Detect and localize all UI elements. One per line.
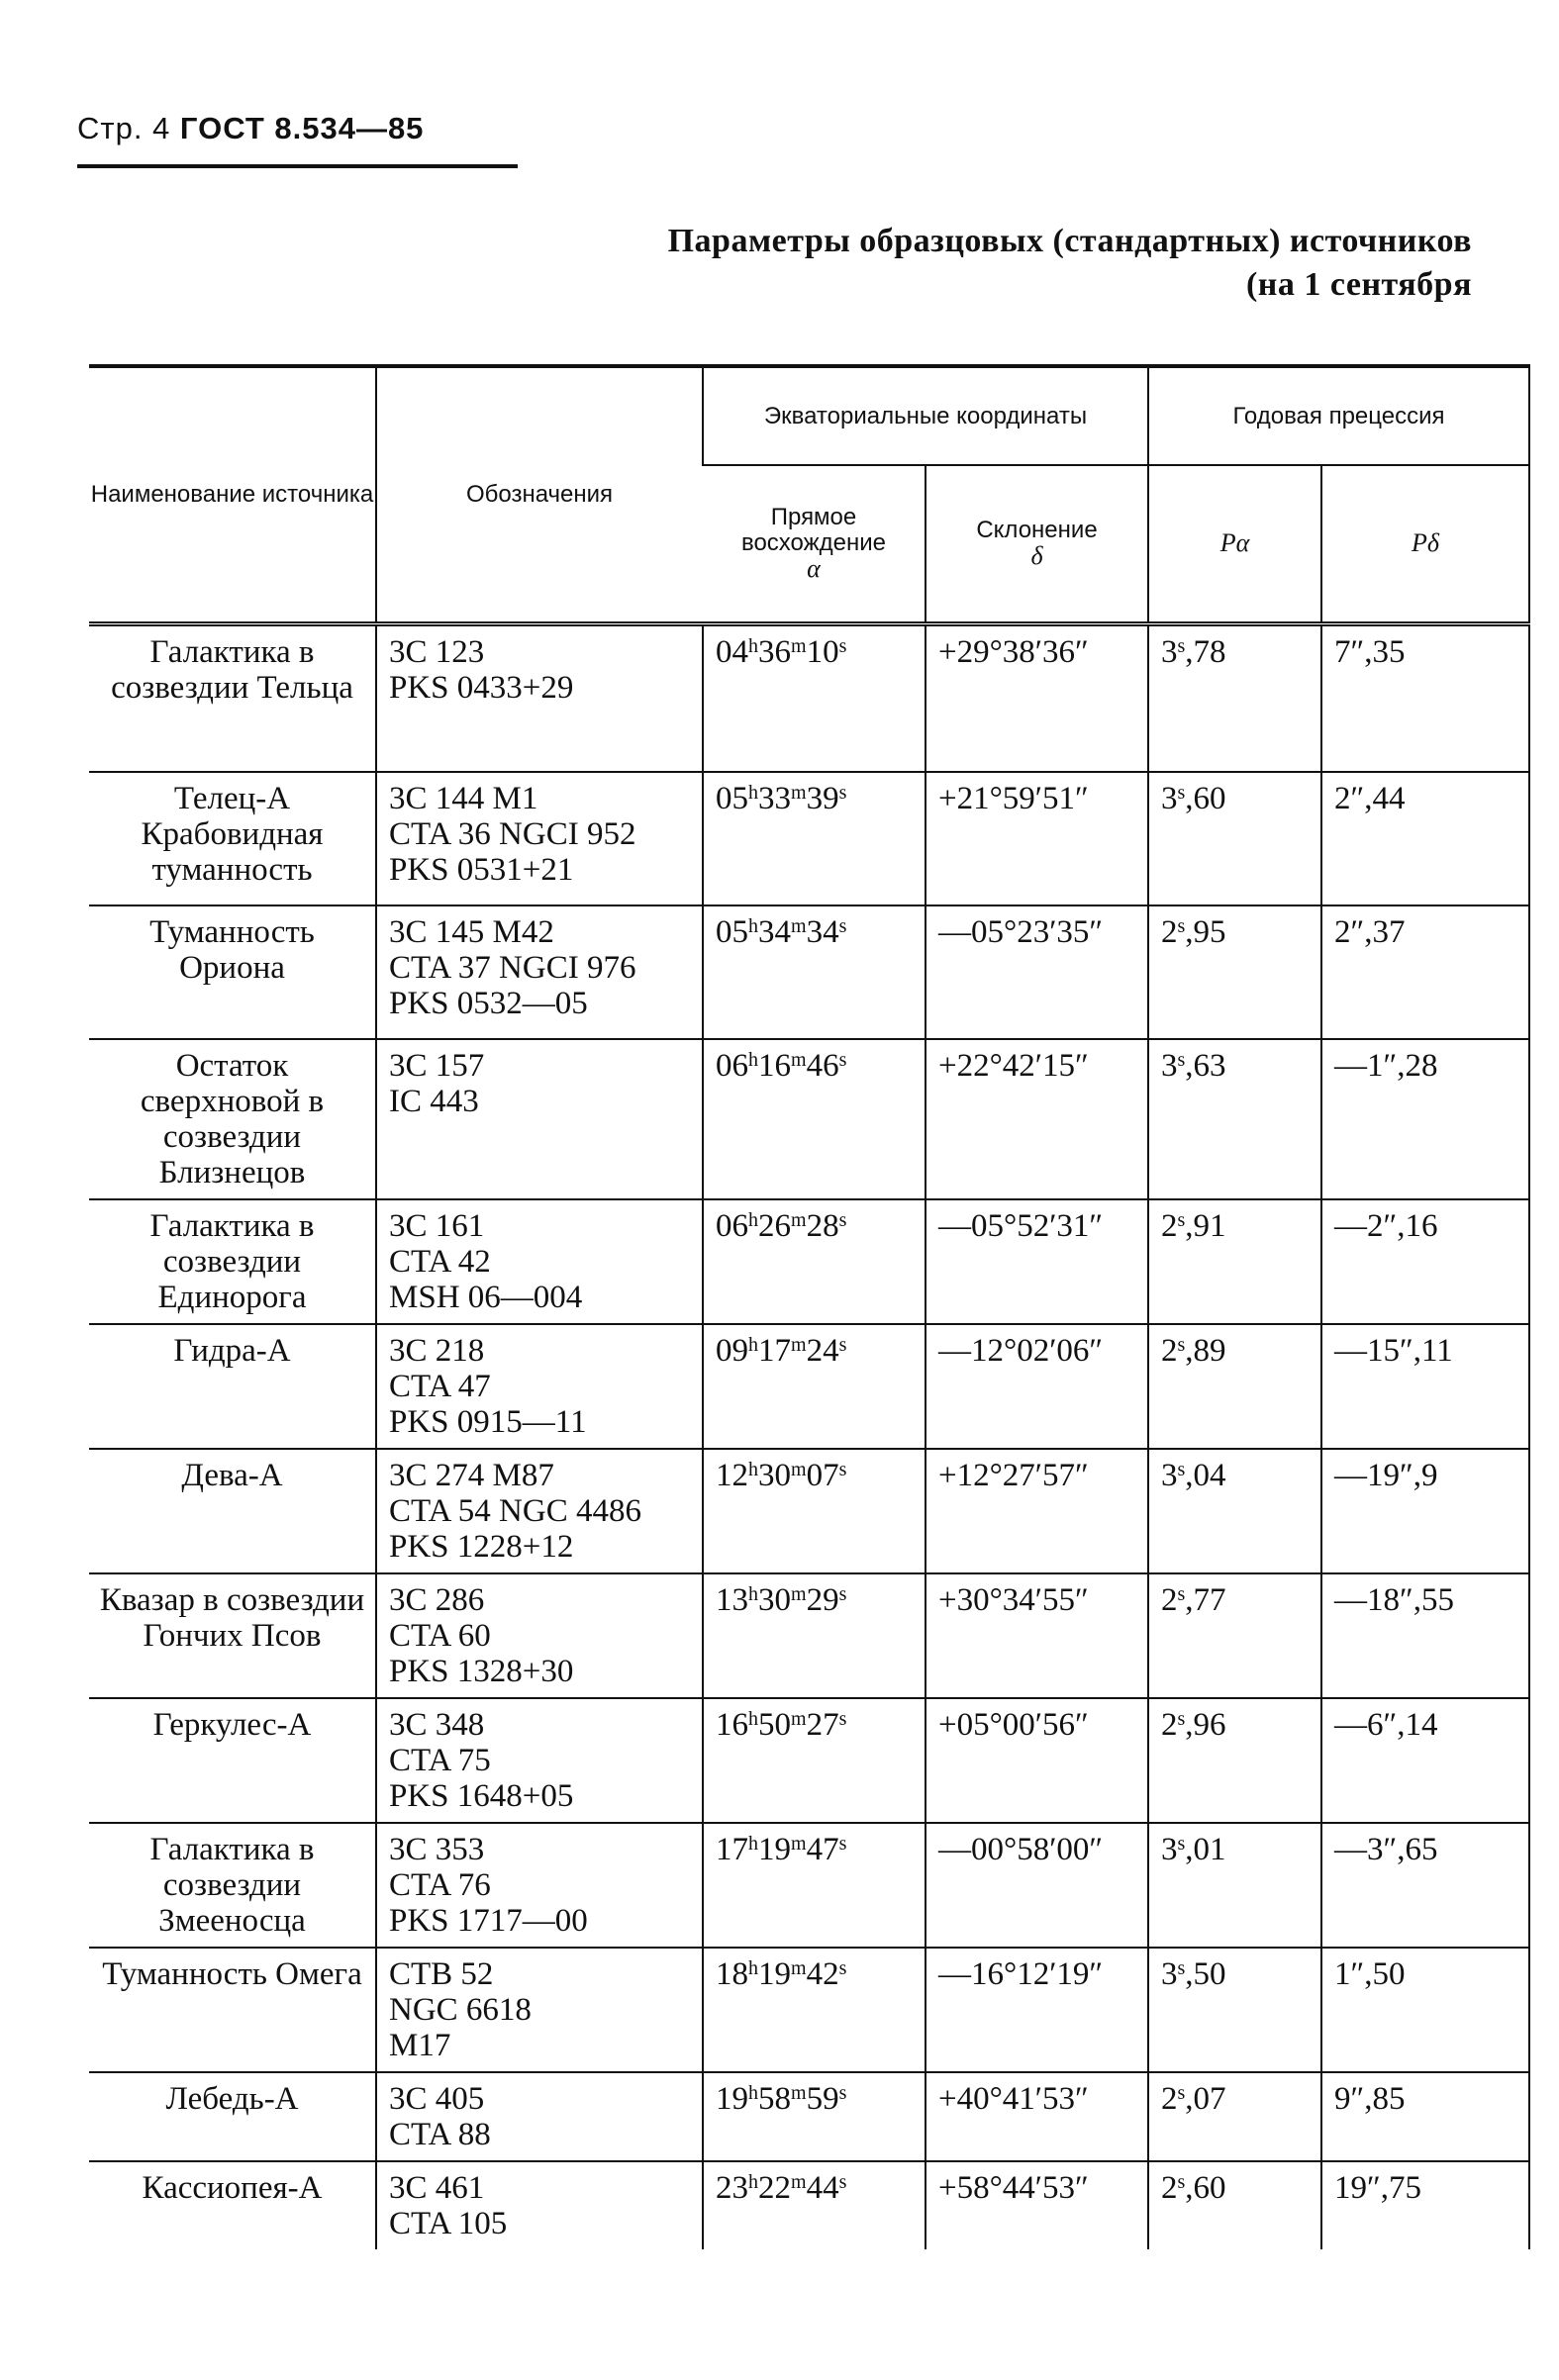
- precession-delta: —6″,14: [1321, 1698, 1529, 1823]
- title-line-1: Параметры образцовых (стандартных) источников: [667, 223, 1472, 259]
- ra-unit-m: m: [791, 1209, 807, 1231]
- ra-h: 19: [716, 2081, 748, 2117]
- col-header-p-delta: Pδ: [1321, 465, 1529, 623]
- p-alpha-frac: ,89: [1185, 1333, 1226, 1369]
- p-alpha-int: 2: [1161, 2170, 1178, 2206]
- ra-m: 34: [758, 914, 791, 950]
- designation: CTA 42: [389, 1244, 491, 1280]
- right-ascension: [703, 1698, 926, 1823]
- designation: PKS 0532—05: [389, 986, 588, 1021]
- designation: 3C 218: [389, 1333, 485, 1369]
- ra-unit-h: h: [748, 1209, 758, 1231]
- title-line-2: (на 1 сентября: [1245, 266, 1472, 303]
- declination: —00°58′00″: [926, 1823, 1148, 1948]
- p-alpha-frac: ,50: [1185, 1956, 1226, 1992]
- ra-s: 10: [806, 633, 839, 670]
- precession-delta: 7″,35: [1321, 623, 1529, 772]
- ra-h: 06: [716, 1208, 748, 1244]
- source-name: Галактика в созвездии Змееносца: [89, 1823, 376, 1948]
- designation: 3C 353: [389, 1832, 485, 1867]
- designation: 3C 144 M1: [389, 781, 538, 816]
- table-row: [89, 2161, 1529, 2249]
- ra-unit-m: m: [791, 1957, 807, 1979]
- ra-unit-s: s: [838, 1833, 847, 1855]
- ra-unit-h: h: [748, 1957, 758, 1979]
- designation: CTA 54 NGC 4486: [389, 1493, 641, 1529]
- precession-delta: —15″,11: [1321, 1324, 1529, 1449]
- p-alpha-int: 2: [1161, 1707, 1178, 1743]
- source-designations: [376, 1199, 703, 1324]
- source-designations: [376, 905, 703, 1039]
- p-alpha-int: 3: [1161, 781, 1178, 816]
- designation: 3C 145 M42: [389, 914, 554, 950]
- ra-h: 17: [716, 1832, 748, 1867]
- precession-delta: 2″,44: [1321, 772, 1529, 905]
- dec-symbol: δ: [1030, 541, 1043, 571]
- declination: +58°44′53″: [926, 2161, 1148, 2249]
- table-row: [89, 772, 1529, 905]
- header-rule: [77, 164, 518, 168]
- declination: —05°23′35″: [926, 905, 1148, 1039]
- source-name: Остаток сверхновой в созвездии Близнецов: [89, 1039, 376, 1199]
- designation: PKS 1717—00: [389, 1903, 588, 1939]
- col-header-precession: Годовая прецессия: [1148, 366, 1529, 465]
- source-name: Галактика в созвездии Тельца: [89, 623, 376, 772]
- source-designations: [376, 1948, 703, 2072]
- ra-unit-s: s: [838, 1209, 847, 1231]
- ra-unit-s: s: [838, 1049, 847, 1071]
- table-row: [89, 623, 1529, 772]
- ra-unit-s: s: [838, 915, 847, 937]
- ra-unit-s: s: [838, 1708, 847, 1730]
- ra-s: 42: [806, 1956, 839, 1992]
- p-alpha-unit: s: [1177, 1049, 1186, 1071]
- source-designations: [376, 1324, 703, 1449]
- source-designations: [376, 1573, 703, 1698]
- right-ascension: [703, 623, 926, 772]
- designation: CTA 88: [389, 2117, 491, 2152]
- p-alpha-frac: ,60: [1185, 781, 1226, 816]
- source-name: Квазар в созвездии Гончих Псов: [89, 1573, 376, 1698]
- p-alpha-int: 3: [1161, 1956, 1178, 1992]
- ra-m: 17: [758, 1333, 791, 1369]
- page-header: [77, 111, 424, 146]
- right-ascension: [703, 1449, 926, 1573]
- declination: +40°41′53″: [926, 2072, 1148, 2161]
- p-alpha-int: 2: [1161, 1582, 1178, 1618]
- p-alpha-unit: s: [1177, 634, 1186, 657]
- ra-m: 30: [758, 1458, 791, 1493]
- right-ascension: [703, 2161, 926, 2249]
- ra-s: 44: [806, 2170, 839, 2206]
- source-designations: [376, 772, 703, 905]
- p-alpha-unit: s: [1177, 1583, 1186, 1605]
- designation: 3C 161: [389, 1208, 485, 1244]
- ra-m: 30: [758, 1582, 791, 1618]
- p-alpha-frac: ,96: [1185, 1707, 1226, 1743]
- precession-delta: —2″,16: [1321, 1199, 1529, 1324]
- precession-delta: 9″,85: [1321, 2072, 1529, 2161]
- ra-h: 05: [716, 914, 748, 950]
- ra-h: 06: [716, 1048, 748, 1084]
- right-ascension: [703, 1039, 926, 1199]
- source-designations: [376, 1449, 703, 1573]
- ra-symbol: α: [807, 554, 821, 584]
- ra-h: 04: [716, 633, 748, 670]
- ra-unit-m: m: [791, 1583, 807, 1605]
- table-row: [89, 1324, 1529, 1449]
- ra-m: 33: [758, 781, 791, 816]
- ra-s: 28: [806, 1208, 839, 1244]
- ra-unit-h: h: [748, 1049, 758, 1071]
- precession-alpha: [1148, 2161, 1321, 2249]
- designation: CTA 37 NGCI 976: [389, 950, 636, 986]
- ra-unit-s: s: [838, 634, 847, 657]
- table-row: [89, 1823, 1529, 1948]
- ra-unit-s: s: [838, 2171, 847, 2193]
- designation: CTA 75: [389, 1743, 491, 1778]
- p-alpha-unit: s: [1177, 782, 1186, 804]
- declination: —12°02′06″: [926, 1324, 1148, 1449]
- right-ascension: [703, 1324, 926, 1449]
- precession-delta: 19″,75: [1321, 2161, 1529, 2249]
- p-alpha-int: 3: [1161, 1832, 1178, 1867]
- precession-alpha: [1148, 1324, 1321, 1449]
- designation: CTA 76: [389, 1867, 491, 1903]
- designation: IC 443: [389, 1084, 479, 1119]
- designation: CTA 36 NGCI 952: [389, 816, 636, 852]
- precession-alpha: [1148, 905, 1321, 1039]
- ra-unit-h: h: [748, 1583, 758, 1605]
- precession-alpha: [1148, 772, 1321, 905]
- ra-unit-m: m: [791, 782, 807, 804]
- p-alpha-unit: s: [1177, 1209, 1186, 1231]
- ra-s: 46: [806, 1048, 839, 1084]
- ra-s: 24: [806, 1333, 839, 1369]
- declination: +12°27′57″: [926, 1449, 1148, 1573]
- precession-alpha: [1148, 1573, 1321, 1698]
- precession-alpha: [1148, 1199, 1321, 1324]
- p-alpha-frac: ,95: [1185, 914, 1226, 950]
- table-row: [89, 1948, 1529, 2072]
- ra-unit-h: h: [748, 1708, 758, 1730]
- designation: MSH 06—004: [389, 1280, 583, 1315]
- ra-h: 13: [716, 1582, 748, 1618]
- declination: —16°12′19″: [926, 1948, 1148, 2072]
- ra-unit-m: m: [791, 1708, 807, 1730]
- right-ascension: [703, 1573, 926, 1698]
- col-header-dec: [926, 465, 1148, 623]
- col-header-p-alpha: Pα: [1148, 465, 1321, 623]
- table-row: [89, 1199, 1529, 1324]
- ra-m: 22: [758, 2170, 791, 2206]
- ra-s: 29: [806, 1582, 839, 1618]
- ra-unit-m: m: [791, 1049, 807, 1071]
- ra-unit-m: m: [791, 1459, 807, 1480]
- source-designations: [376, 623, 703, 772]
- designation: 3C 461: [389, 2170, 485, 2206]
- ra-s: 27: [806, 1707, 839, 1743]
- p-alpha-frac: ,77: [1185, 1582, 1226, 1618]
- ra-m: 50: [758, 1707, 791, 1743]
- p-alpha-frac: ,07: [1185, 2081, 1226, 2117]
- table-row: [89, 2072, 1529, 2161]
- ra-unit-s: s: [838, 1334, 847, 1356]
- ra-s: 39: [806, 781, 839, 816]
- designation: PKS 1328+30: [389, 1654, 574, 1689]
- designation: CTA 60: [389, 1618, 491, 1654]
- precession-alpha: [1148, 1449, 1321, 1573]
- source-name: Кассиопея-А: [89, 2161, 376, 2249]
- ra-unit-s: s: [838, 2082, 847, 2104]
- p-alpha-unit: s: [1177, 1833, 1186, 1855]
- p-alpha-int: 3: [1161, 1458, 1178, 1493]
- designation: CTA 47: [389, 1369, 491, 1404]
- ra-unit-h: h: [748, 2171, 758, 2193]
- table-row: [89, 905, 1529, 1039]
- ra-h: 05: [716, 781, 748, 816]
- precession-alpha: [1148, 1823, 1321, 1948]
- designation: 3C 348: [389, 1707, 485, 1743]
- p-alpha-int: 2: [1161, 1208, 1178, 1244]
- ra-unit-h: h: [748, 2082, 758, 2104]
- source-name: Геркулес-А: [89, 1698, 376, 1823]
- dec-label: Склонение: [976, 517, 1098, 544]
- source-name: Туманность Омега: [89, 1948, 376, 2072]
- p-alpha-unit: s: [1177, 2171, 1186, 2193]
- table-title: [668, 220, 1472, 307]
- p-alpha-frac: ,04: [1185, 1458, 1226, 1493]
- table-row: [89, 1039, 1529, 1199]
- p-alpha-frac: ,78: [1185, 633, 1226, 670]
- p-alpha-unit: s: [1177, 915, 1186, 937]
- precession-alpha: [1148, 1039, 1321, 1199]
- ra-m: 36: [758, 633, 791, 670]
- designation: PKS 0433+29: [389, 669, 574, 706]
- ra-h: 18: [716, 1956, 748, 1992]
- declination: +29°38′36″: [926, 623, 1148, 772]
- declination: +22°42′15″: [926, 1039, 1148, 1199]
- ra-unit-s: s: [838, 1459, 847, 1480]
- declination: +21°59′51″: [926, 772, 1148, 905]
- ra-unit-s: s: [838, 1957, 847, 1979]
- designation: 3C 405: [389, 2081, 485, 2117]
- p-alpha-unit: s: [1177, 1334, 1186, 1356]
- col-header-equatorial: Экваториальные координаты: [703, 366, 1148, 465]
- col-header-ra: [703, 465, 926, 623]
- p-alpha-frac: ,91: [1185, 1208, 1226, 1244]
- ra-unit-h: h: [748, 782, 758, 804]
- ra-unit-m: m: [791, 2082, 807, 2104]
- right-ascension: [703, 772, 926, 905]
- right-ascension: [703, 1948, 926, 2072]
- p-alpha-int: 2: [1161, 1333, 1178, 1369]
- p-alpha-int: 3: [1161, 1048, 1178, 1084]
- right-ascension: [703, 1199, 926, 1324]
- ra-s: 07: [806, 1458, 839, 1493]
- ra-m: 16: [758, 1048, 791, 1084]
- ra-label: Прямое восхождение: [740, 504, 887, 557]
- p-alpha-unit: s: [1177, 1957, 1186, 1979]
- declination: +05°00′56″: [926, 1698, 1148, 1823]
- source-name: Дева-А: [89, 1449, 376, 1573]
- designation: NGC 6618: [389, 1992, 532, 2028]
- ra-m: 19: [758, 1956, 791, 1992]
- ra-unit-m: m: [791, 1334, 807, 1356]
- col-header-designations: Обозначения: [376, 366, 703, 623]
- precession-alpha: [1148, 1698, 1321, 1823]
- right-ascension: [703, 2072, 926, 2161]
- ra-s: 47: [806, 1832, 839, 1867]
- ra-unit-h: h: [748, 634, 758, 657]
- ra-h: 09: [716, 1333, 748, 1369]
- precession-alpha: [1148, 1948, 1321, 2072]
- declination: +30°34′55″: [926, 1573, 1148, 1698]
- designation: 3C 274 M87: [389, 1458, 554, 1493]
- p-alpha-frac: ,60: [1185, 2170, 1226, 2206]
- table-row: [89, 1449, 1529, 1573]
- col-header-name: Наименование источника: [89, 366, 376, 623]
- right-ascension: [703, 1823, 926, 1948]
- p-alpha-frac: ,63: [1185, 1048, 1226, 1084]
- source-designations: [376, 1039, 703, 1199]
- precession-delta: 1″,50: [1321, 1948, 1529, 2072]
- designation: M17: [389, 2028, 451, 2063]
- source-designations: [376, 2161, 703, 2249]
- designation: PKS 1648+05: [389, 1778, 574, 1814]
- source-designations: [376, 1698, 703, 1823]
- precession-alpha: [1148, 2072, 1321, 2161]
- ra-unit-s: s: [838, 782, 847, 804]
- table-row: [89, 1573, 1529, 1698]
- p-alpha-unit: s: [1177, 1459, 1186, 1480]
- ra-unit-m: m: [791, 2171, 807, 2193]
- designation: 3C 157: [389, 1048, 485, 1084]
- precession-delta: —19″,9: [1321, 1449, 1529, 1573]
- ra-h: 12: [716, 1458, 748, 1493]
- p-alpha-int: 2: [1161, 914, 1178, 950]
- source-name: Лебедь-А: [89, 2072, 376, 2161]
- designation: CTA 105: [389, 2206, 508, 2241]
- precession-delta: —18″,55: [1321, 1573, 1529, 1698]
- right-ascension: [703, 905, 926, 1039]
- ra-m: 26: [758, 1208, 791, 1244]
- source-name: Галактика в созвездии Единорога: [89, 1199, 376, 1324]
- ra-unit-h: h: [748, 915, 758, 937]
- designation: PKS 1228+12: [389, 1529, 574, 1565]
- precession-delta: —3″,65: [1321, 1823, 1529, 1948]
- p-alpha-unit: s: [1177, 1708, 1186, 1730]
- designation: PKS 0531+21: [389, 852, 574, 888]
- page-number: Стр. 4: [77, 111, 171, 145]
- ra-s: 34: [806, 914, 839, 950]
- ra-unit-h: h: [748, 1459, 758, 1480]
- source-name: Гидра-А: [89, 1324, 376, 1449]
- source-designations: [376, 1823, 703, 1948]
- table-row: [89, 1698, 1529, 1823]
- p-alpha-unit: s: [1177, 2082, 1186, 2104]
- declination: —05°52′31″: [926, 1199, 1148, 1324]
- ra-h: 16: [716, 1707, 748, 1743]
- ra-unit-s: s: [838, 1583, 847, 1605]
- p-alpha-int: 2: [1161, 2081, 1178, 2117]
- ra-m: 19: [758, 1832, 791, 1867]
- designation: PKS 0915—11: [389, 1404, 587, 1440]
- source-designations: [376, 2072, 703, 2161]
- precession-alpha: [1148, 623, 1321, 772]
- p-alpha-int: 3: [1161, 633, 1178, 670]
- document-code: ГОСТ 8.534—85: [179, 111, 425, 145]
- ra-unit-h: h: [748, 1334, 758, 1356]
- precession-delta: —1″,28: [1321, 1039, 1529, 1199]
- ra-h: 23: [716, 2170, 748, 2206]
- ra-m: 58: [758, 2081, 791, 2117]
- designation: 3C 286: [389, 1582, 485, 1618]
- designation: 3C 123: [389, 633, 485, 670]
- designation: CTB 52: [389, 1956, 494, 1992]
- precession-delta: 2″,37: [1321, 905, 1529, 1039]
- ra-unit-m: m: [791, 634, 807, 657]
- ra-s: 59: [806, 2081, 839, 2117]
- source-name: Туманность Ориона: [89, 905, 376, 1039]
- ra-unit-h: h: [748, 1833, 758, 1855]
- ra-unit-m: m: [791, 1833, 807, 1855]
- p-alpha-frac: ,01: [1185, 1832, 1226, 1867]
- ra-unit-m: m: [791, 915, 807, 937]
- source-name: Телец-А Крабовидная туманность: [89, 772, 376, 905]
- sources-table: [89, 364, 1529, 2249]
